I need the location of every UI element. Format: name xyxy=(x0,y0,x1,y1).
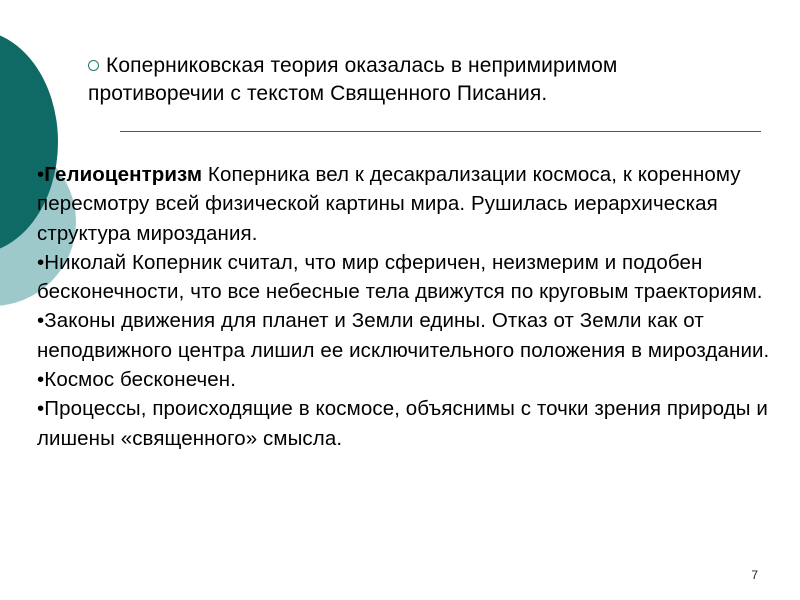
bullet-marker: • xyxy=(37,368,45,392)
title-divider xyxy=(120,131,761,132)
bullet-list xyxy=(37,160,782,453)
page-number: 7 xyxy=(751,568,758,582)
bullet-marker: • xyxy=(37,309,45,333)
bullet-marker: • xyxy=(37,163,45,186)
bullet-item-cosmos xyxy=(37,365,782,394)
bullet-item-laws xyxy=(37,306,782,365)
bullet-marker: • xyxy=(37,250,45,274)
bullet-marker: • xyxy=(37,397,45,421)
bullet-text: Коперника вел к десакрализации космоса, к коренному пересмотру всей физической картины мира. Рушилась иерархическая структура мироздания. xyxy=(37,163,741,245)
bullet-item-processes xyxy=(37,394,782,453)
slide-title-text: Коперниковская теория оказалась в непримиримом противоречии с текстом Священного Писания. xyxy=(88,54,618,105)
bullet-item-copernicus xyxy=(37,248,782,307)
circle-bullet-icon xyxy=(88,60,99,71)
bullet-text: Николай Коперник считал, что мир сферичен, неизмерим и подобен бесконечности, что все небесные тела движутся по круговым траекториям. xyxy=(37,250,763,304)
bullet-bold-term: Гелиоцентризм xyxy=(44,163,203,186)
bullet-item-heliocentrism xyxy=(37,160,782,248)
bullet-text: Космос бесконечен. xyxy=(44,368,237,392)
slide-title xyxy=(88,52,728,108)
bullet-text: Процессы, происходящие в космосе, объяснимы с точки зрения природы и лишены «священного» смысла. xyxy=(37,397,768,450)
bullet-text: Законы движения для планет и Земли едины. Отказ от Земли как от неподвижного центра лишил ее исключительного положения в мироздании. xyxy=(37,309,770,362)
